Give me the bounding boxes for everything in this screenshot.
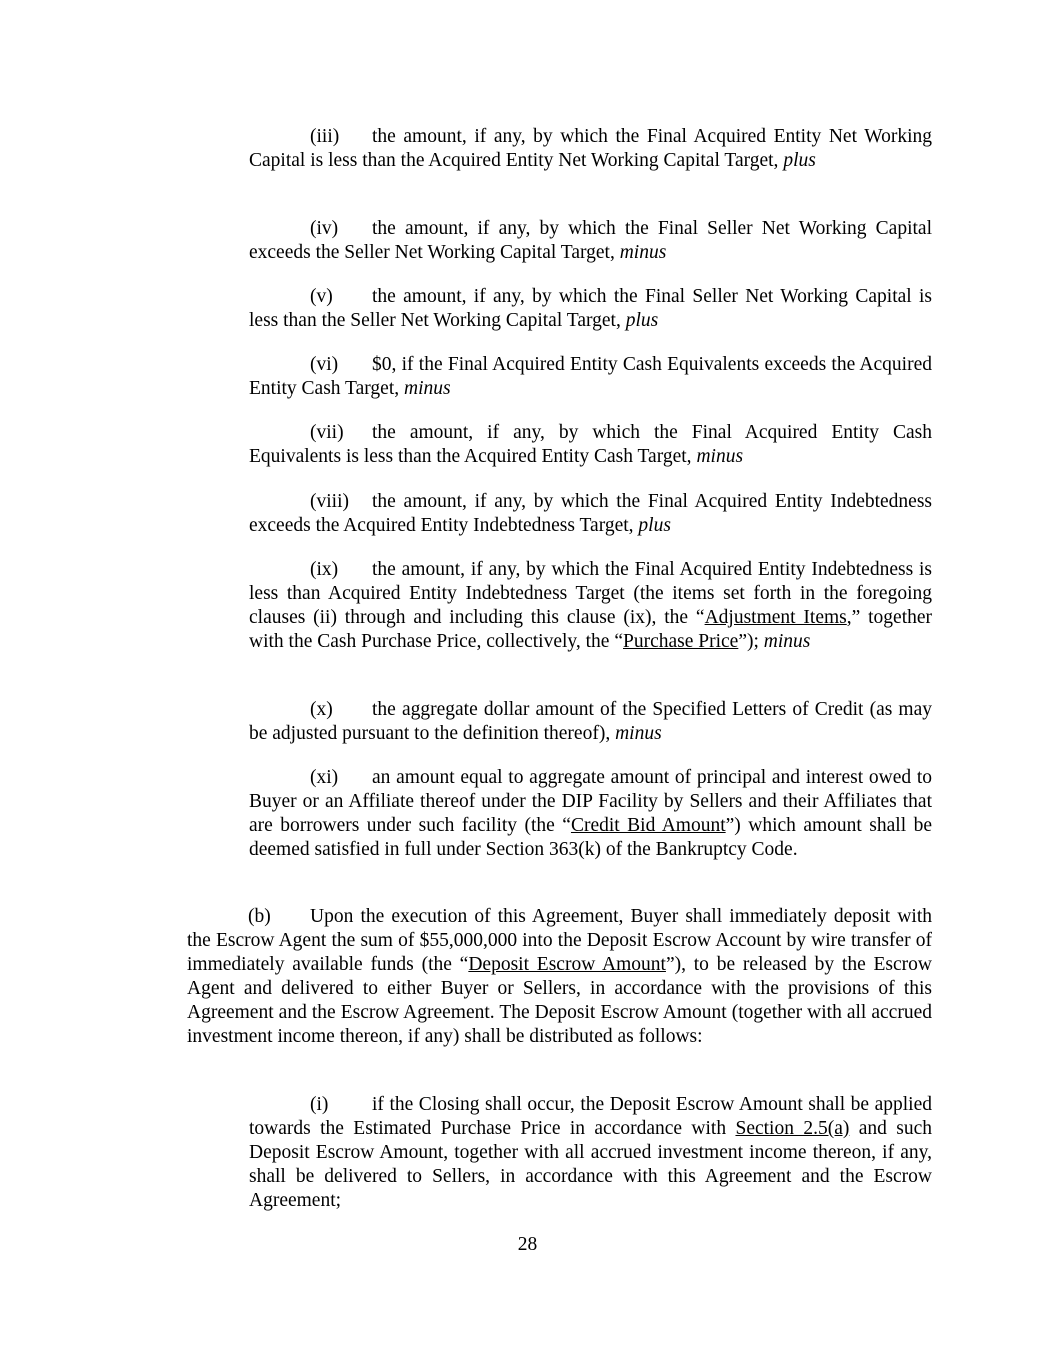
section-reference: Section 2.5(a) (735, 1118, 850, 1139)
clause-text: if the Closing shall occur, the Deposit Escrow Amount shall be applied towards the Estimated Purchase Price in accordance with (249, 1094, 932, 1139)
clause-connector: minus (619, 242, 667, 263)
clause-text: the amount, if any, by which the Final Acquired Entity Net Working Capital is less than the Acquired Entity Net Working Capital Target, (249, 126, 932, 171)
section-text: ”), to be released by the Escrow Agent and delivered to either Buyer or Sellers, in accordance with the provisions of this Agreement and the Escrow Agreement. The Deposit Escrow Amount (together with all accrued investment income thereon, if any) shall be distributed as follows: (187, 954, 932, 1047)
clause-iv (249, 217, 932, 265)
defined-term-deposit-escrow-amount: Deposit Escrow Amount (468, 954, 666, 975)
clause-iii (249, 125, 932, 173)
clause-text: the amount, if any, by which the Final Seller Net Working Capital is less than the Seller Net Working Capital Target, (249, 286, 932, 331)
clause-b-i (249, 1093, 932, 1213)
clause-vi (249, 353, 932, 401)
clause-text: an amount equal to aggregate amount of principal and interest owed to Buyer or an Affiliate thereof under the DIP Facility by Sellers and their Affiliates that are borrowers under such facility (the “ (249, 767, 932, 836)
defined-term-adjustment-items: Adjustment Items (704, 607, 847, 628)
clause-text: the amount, if any, by which the Final Acquired Entity Indebtedness exceeds the Acquired Entity Indebtedness Target, (249, 491, 932, 536)
clause-connector: plus (783, 150, 816, 171)
clause-number: (v) (310, 286, 333, 307)
clause-text: and such Deposit Escrow Amount, together with all accrued investment income thereon, if any, shall be delivered to Sellers, in accordance with this Agreement and the Escrow Agreement; (249, 1118, 932, 1211)
clause-number: (xi) (310, 767, 339, 788)
clause-number: (ix) (310, 559, 339, 580)
clause-v (249, 285, 932, 333)
clause-number: (i) (310, 1094, 329, 1115)
clause-number: (vii) (310, 422, 344, 443)
page-number: 28 (517, 1234, 538, 1255)
section-number: (b) (248, 906, 271, 927)
clause-number: (vi) (310, 354, 339, 375)
clause-connector: minus (403, 378, 451, 399)
clause-number: (x) (310, 699, 333, 720)
defined-term-credit-bid-amount: Credit Bid Amount (570, 815, 726, 836)
clause-x (249, 698, 932, 746)
clause-viii (249, 490, 932, 538)
clause-connector: plus (638, 515, 671, 536)
clause-text: $0, if the Final Acquired Entity Cash Equivalents exceeds the Acquired Entity Cash Target, (249, 354, 932, 399)
clause-text: the aggregate dollar amount of the Specified Letters of Credit (as may be adjusted pursuant to the definition thereof), (249, 699, 932, 744)
clause-text: ”) which amount shall be deemed satisfied in full under Section 363(k) of the Bankruptcy Code. (249, 815, 933, 860)
clause-text: the amount, if any, by which the Final Acquired Entity Cash Equivalents is less than the Acquired Entity Cash Target, (249, 422, 932, 467)
clause-connector: minus (615, 723, 662, 744)
clause-connector: minus (696, 446, 744, 467)
section-text: Upon the execution of this Agreement, Buyer shall immediately deposit with the Escrow Agent the sum of $55,000,000 into the Deposit Escrow Account by wire transfer of immediately available funds (the “ (187, 906, 932, 975)
clause-connector: plus (625, 310, 659, 331)
clause-text: the amount, if any, by which the Final Seller Net Working Capital exceeds the Seller Net Working Capital Target, (249, 218, 932, 263)
clause-number: (viii) (310, 491, 349, 512)
defined-term-purchase-price: Purchase Price (623, 631, 739, 652)
clause-connector: minus (763, 631, 811, 652)
clause-xi (249, 766, 932, 862)
clause-text: ,” together with the Cash Purchase Price, collectively, the “ (249, 607, 933, 652)
clause-text: ”); (738, 631, 759, 652)
clause-vii (249, 421, 932, 469)
clause-number: (iv) (310, 218, 339, 239)
clause-number: (iii) (310, 126, 340, 147)
clause-ix (249, 558, 932, 654)
section-b (187, 905, 932, 1049)
clause-text: the amount, if any, by which the Final Acquired Entity Indebtedness is less than Acquired Entity Indebtedness Target (the items set forth in the foregoing clauses (ii) through and including this clause (ix), the “ (249, 559, 932, 628)
